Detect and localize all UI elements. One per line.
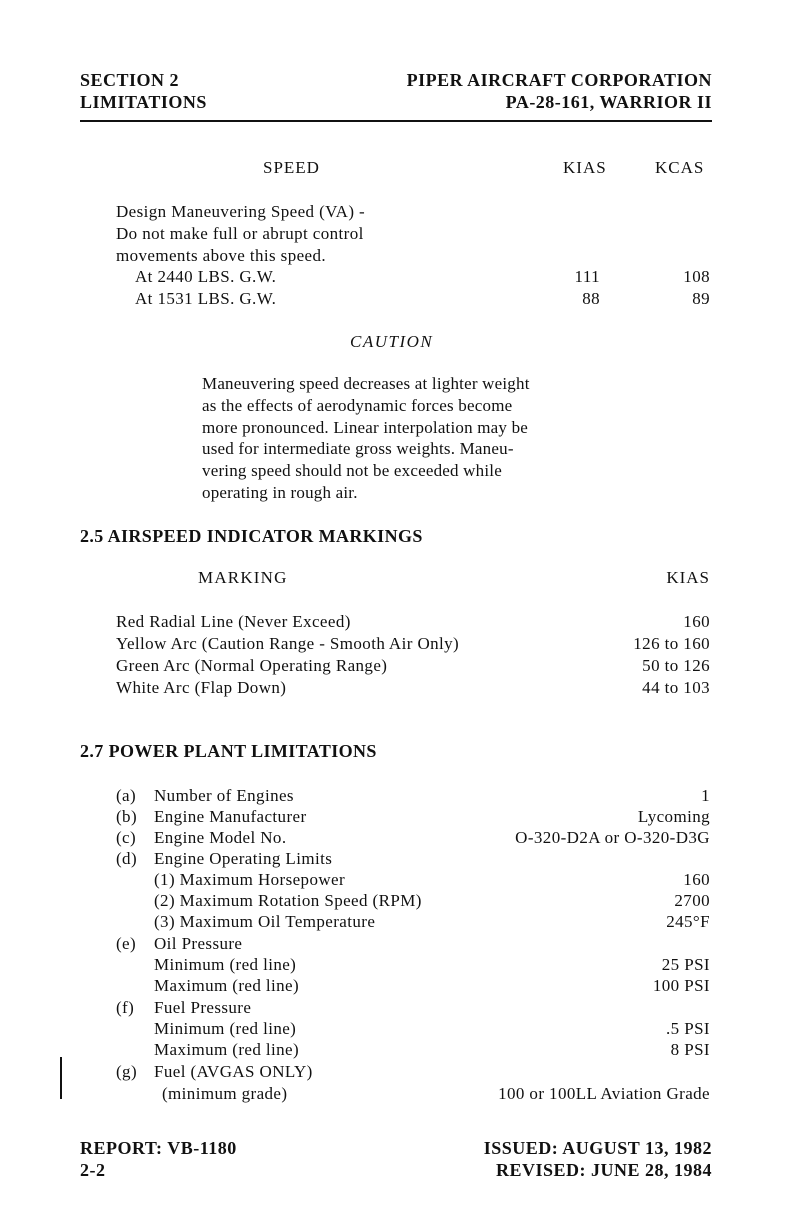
caution-line: Maneuvering speed decreases at lighter weight [202,374,530,393]
power-item-label: Engine Model No. [154,828,287,847]
power-item-value: 100 or 100LL Aviation Grade [498,1084,710,1103]
marking-row-label: Green Arc (Normal Operating Range) [116,656,388,675]
speed-row-kcas: 89 [692,289,710,308]
power-item-value: .5 PSI [666,1019,710,1038]
marking-row-value: 126 to 160 [633,634,710,653]
maneuvering-desc-line: movements above this speed. [116,246,327,265]
speed-row-label: At 2440 LBS. G.W. [135,267,277,286]
power-subitem-label: (1) Maximum Horsepower [154,870,346,889]
section-number: SECTION 2 [80,70,180,90]
marking-row-value: 50 to 126 [642,656,710,675]
power-item-label: Fuel Pressure [154,998,252,1017]
power-item-value: 1 [701,786,710,805]
power-item-label: Number of Engines [154,786,294,805]
marking-row-label: White Arc (Flap Down) [116,678,287,697]
power-item-key: (e) [116,934,137,953]
power-item-value: 8 PSI [670,1040,710,1059]
power-item-key: (c) [116,828,137,847]
kcas-column-header: KCAS [655,158,705,177]
power-item-value: 100 PSI [652,976,710,995]
power-item-key: (f) [116,998,135,1017]
caution-line: used for intermediate gross weights. Maneu- [202,439,514,459]
power-item-value: 245°F [666,912,710,931]
power-item-value: O-320-D2A or O-320-D3G [515,828,710,847]
power-subitem-label: Maximum (red line) [154,976,300,995]
caution-text [202,373,594,504]
power-subitem-label: Minimum (red line) [154,955,297,974]
power-item-label: Oil Pressure [154,934,243,953]
power-item-key: (g) [116,1062,138,1081]
power-item-value: 25 PSI [661,955,710,974]
speed-row-label: At 1531 LBS. G.W. [135,289,277,308]
airspeed-kias-header: KIAS [666,568,710,587]
caution-line: vering speed should not be exceeded while [202,461,502,481]
revised-date: REVISED: JUNE 28, 1984 [495,1160,712,1180]
revision-bar [60,1057,62,1099]
power-subitem-label: (3) Maximum Oil Temperature [154,912,376,931]
caution-line: operating in rough air. [202,482,358,502]
company-name: PIPER AIRCRAFT CORPORATION [406,70,712,90]
speed-row-kcas: 108 [683,267,710,286]
speed-row-kias: 88 [582,289,600,308]
caution-title: CAUTION [350,332,434,351]
power-item-key: (b) [116,807,138,826]
power-subitem-label: Minimum (red line) [154,1019,297,1038]
marking-row-label: Red Radial Line (Never Exceed) [116,612,351,631]
caution-line: as the effects of aerodynamic forces become [202,395,513,415]
section-title: LIMITATIONS [80,92,207,112]
power-item-value: Lycoming [637,807,710,826]
header-rule [80,120,712,122]
power-item-label: Engine Manufacturer [154,807,307,826]
caution-line: more pronounced. Linear interpolation may be [202,417,529,437]
report-number: REPORT: VB-1180 [80,1138,237,1158]
airspeed-section-heading: 2.5 AIRSPEED INDICATOR MARKINGS [80,526,423,546]
marking-column-header: MARKING [198,568,288,587]
power-subitem-label: (minimum grade) [162,1084,288,1103]
speed-row-kias: 111 [574,267,600,286]
power-item-value: 2700 [674,891,710,910]
maneuvering-desc-line: Design Maneuvering Speed (VA) - [116,202,366,221]
power-subitem-label: Maximum (red line) [154,1040,300,1059]
power-item-label: Fuel (AVGAS ONLY) [154,1062,313,1081]
marking-row-label: Yellow Arc (Caution Range - Smooth Air Only) [116,634,460,653]
marking-row-value: 44 to 103 [642,678,710,697]
power-subitem-label: (2) Maximum Rotation Speed (RPM) [154,891,422,910]
power-item-value: 160 [683,870,710,889]
maneuvering-desc-line: Do not make full or abrupt control [116,224,364,243]
power-item-label: Engine Operating Limits [154,849,333,868]
page-number: 2-2 [80,1160,106,1180]
speed-column-header: SPEED [263,158,320,177]
issued-date: ISSUED: AUGUST 13, 1982 [483,1138,712,1158]
kias-column-header: KIAS [563,158,607,177]
aircraft-model: PA-28-161, WARRIOR II [505,92,712,112]
power-item-key: (d) [116,849,138,868]
power-section-heading: 2.7 POWER PLANT LIMITATIONS [80,741,377,761]
marking-row-value: 160 [683,612,710,631]
power-item-key: (a) [116,786,137,805]
